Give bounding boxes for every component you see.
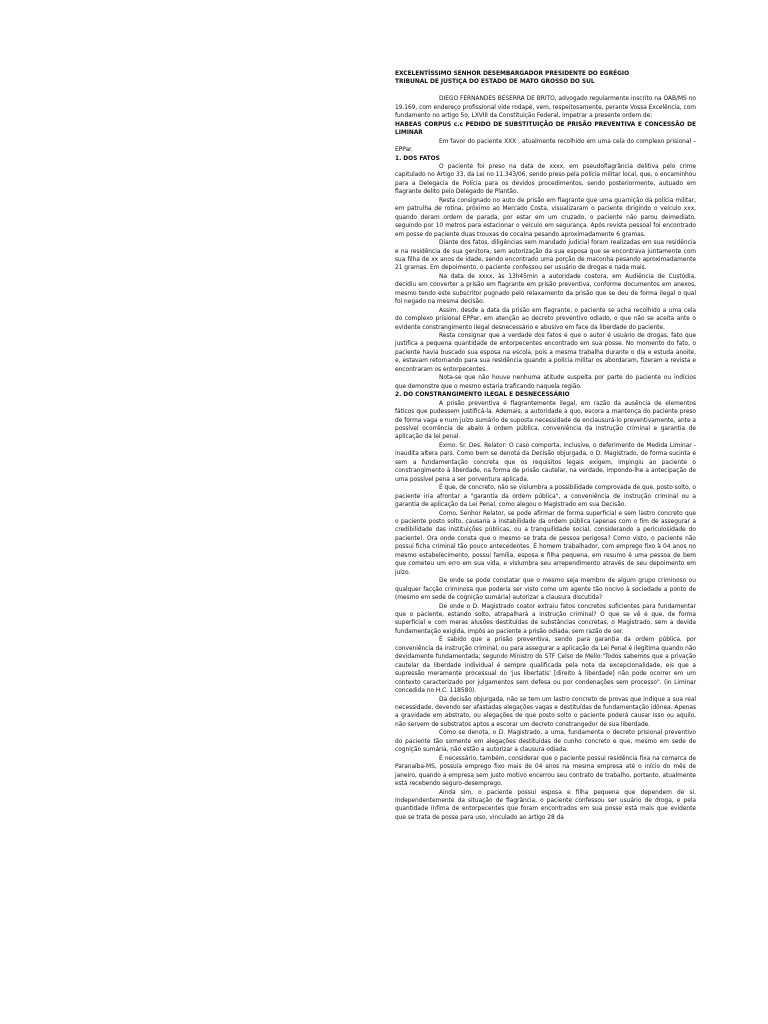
section-1-title: 1. DOS FATOS [395, 153, 440, 162]
section-2-paragraph: É necessário, também, considerar que o paciente possui residência fixa na comarca de Paranaíba-MS, possuía emprego fixo mais de 04 anos na mesma empresa até o início do mês de janeiro, quando a empresa sem justo motivo encerrou seu contrato de trabalho, portanto, atualmente está recebendo seguro-desemprego. [395, 753, 696, 788]
section-2-paragraph: Como, Senhor Relator, se pode afirmar de forma superficial e sem lastro concreto que o paciente posto solto, causaria a instabilidade da ordem pública (apenas com o fim de assegurar a credibilidade das instituições públicas, ou a tranquilidade social, considerando a periculosidade do paciente). Ora onde consta que o mesmo se trata de pessoa perigosa? Como visto, o paciente não possui ficha criminal tão pouco antecedentes. É homem trabalhador, com emprego fixo à 04 anos no mesmo estabelecimento, possui família, esposa e filha pequena, em resumo é uma pessoa de bem que cometeu um erro em sua vida, e vislumbra seu arrependimento através de seu depoimento em juízo. [395, 508, 696, 576]
section-2-body [395, 399, 696, 822]
petition-title: HABEAS CORPUS c.c PEDIDO DE SUBSTITUIÇÃO DE PRISÃO PREVENTIVA E CONCESSÃO DE LIMINAR [395, 119, 696, 137]
section-1-paragraph: Na data de xxxx, às 13h45min a autoridade coatora, em Audiência de Custódia, decidiu em converter a prisão em flagrante em prisão preventiva, conforme documentos em anexos, mesmo tendo este subscritor pugnado pelo relaxamento da prisão que se deu de forma ilegal o qual foi negado na mesma decisão. [395, 271, 696, 306]
section-1-paragraph: Resta consignar que a verdade dos fatos é que o autor é usuário de drogas, fato que justifica a pequena quantidade de entorpecentes encontrado em sua posse. No momento do fato, o paciente havia buscado sua esposa na escola, pois a mesma trabalha durante o dia e estuda anoite, e, estavam retornando para sua residência quando a polícia militar os abordaram, fizeram a revista e encontraram os entorpecentes. [395, 331, 696, 373]
section-2-paragraph: De onde se pode constatar que o mesmo seja membro de algum grupo criminoso ou qualquer facção criminosa que poderia ser visto como um agente tão nocivo à sociedade a ponto de (mesmo em sede de cognição sumária) autorizar a clausura discutida? [395, 576, 696, 602]
section-1-body [395, 162, 696, 390]
section-2-title: 2. DO CONSTRANGIMENTO ILEGAL E DESNECESSÁRIO [395, 390, 570, 399]
section-2-paragraph: De onde o D. Magistrado coator extraiu fatos concretos suficientes para fundamentar que o paciente, estando solto, atrapalhará a instrução criminal? O que se vê é que, de forma superficial e com meras alusões destituídas de substâncias concretas, o Magistrado, sem a devida fundamentação exigida, impôs ao paciente a prisão odiada, sem razão de ser. [395, 601, 696, 635]
section-1-paragraph: O paciente foi preso na data de xxxx, em pseudoflagrância delitiva pelo crime capitulado no Artigo 33, da Lei no 11.343/06, sendo preso pela polícia militar local, que, o encaminhou para a Delegacia de Polícia para os devidos procedimentos, sendo posteriormente, autuado em flagrante delito pelo Delegado de Plantão. [395, 161, 696, 196]
patient-paragraph: Em favor do paciente XXX , atualmente recolhido em uma cela do complexo prisional – EPPar. [395, 136, 696, 154]
intro-paragraph: DIEGO FERNANDES BESERRA DE BRITO, advogado regularmente inscrito na OAB/MS no 19.169, com endereço profissional vide rodapé, vem, respeitosamente, perante Vossa Excelência, com fundamento no artigo 5o, LXVIII da Constituição Federal, impetrar a presente ordem de: [395, 94, 696, 120]
section-2-paragraph: Como se denota, o D. Magistrado, a uma, fundamenta o decreto prisional preventivo do paciente tão somente em alegações destituídas de cunho concreto e que, mesmo em sede de cognição sumária, não estão a autorizar a clausura odiada. [395, 728, 696, 754]
section-2-paragraph: A prisão preventiva é flagrantemente ilegal, em razão da ausência de elementos fáticos que pudessem justificá-la. Ademais, a autoridade a quo, escora a mantença do paciente preso de forma vaga e num juízo sumário de suposta necessidade de enclausurá-lo preventivamente, ante a possível ocorrência de abalo à ordem pública, conveniência da instrução criminal e garantia de aplicação da lei penal. [395, 398, 696, 441]
section-1-paragraph: Assim, desde a data da prisão em flagrante, o paciente se acha recolhido a uma cela do complexo prisional EPPar, em atenção ao decreto preventivo odiado, o que não se aceita ante o evidente constrangimento ilegal desnecessário e abusivo em face da liberdade do paciente. [395, 305, 696, 331]
document-heading-line-1: EXCELENTÍSSIMO SENHOR DESEMBARGADOR PRESIDENTE DO EGRÉGIO [395, 69, 630, 77]
section-2-paragraph: Exmo. Sr. Des. Relator: O caso comporta, inclusive, o deferimento de Medida Liminar - inaudita altera pars. Como bem se denota da Decisão objurgada, o D. Magistrado, de forma sucinta e sem a fundamentação concreta que os requisitos legais exigem, impingiu ao paciente o constrangimento à liberdade, na forma de prisão cautelar, na verdade, impondo-lhe a antecipação de uma possível pena a ser porventura aplicada. [395, 440, 696, 483]
heading-spacer [395, 86, 696, 94]
section-2-paragraph: É que, de concreto, não se vislumbra a possibilidade comprovada de que, posto solto, o paciente iria afrontar a "garantia da ordem pública", a conveniência de instrução criminal ou a garantia de aplicação da Lei Penal, como alegou o Magistrado em sua Decisão. [395, 483, 696, 509]
section-1-paragraph: Diante dos fatos, diligências sem mandado judicial foram realizadas em sua residência e na residência de sua genitora, sem autorização da sua esposa que se encontrava juntamente com sua filha de xx anos de idade, sendo encontrado uma porção de maconha pesando aproximadamente 21 gramas. Em depoimento, o paciente confessou ser usuário de drogas e nada mais. [395, 238, 696, 272]
section-2-paragraph: Ainda sim, o paciente possui esposa e filha pequena que dependem de si. Independentemente da situação de flagrância, o paciente confessou ser usuário de droga, e pela quantidade ínfima de entorpecentes que foram encontrados em sua posse está mais que evidente que se trata de posse para uso, vinculado ao artigo 28 da [395, 787, 696, 821]
section-1-paragraph: Resta consignado no auto de prisão em flagrante que uma guarnição da polícia militar, em patrulha de rotina, próximo ao Mercado Costa, visualizaram o paciente dirigindo o veículo xxx, quando deram ordem de parada, por estar em um cruzado, o paciente não parou deimediato, seguindo por 10 metros para estacionar o veículo em segurança. Após revista pessoal foi encontrado em posse do paciente duas trouxas de cocaína pesando aproximadamente 6 gramas. [395, 195, 696, 238]
section-2-paragraph: Da decisão objurgada, não se tem um lastro concreto de provas que indique a sua real necessidade, devendo ser afastadas alegações vagas e destituídas de fundamentação idônea. Apenas a gravidade em abstrato, ou alegações de que posto solto o paciente poderá causar isso ou aquilo, não servem de substratos aptos a escorar um decreto constrangedor de sua liberdade. [395, 694, 696, 728]
section-2-paragraph: É sabido que a prisão preventiva, sendo para garantia da ordem pública, por conveniência da instrução criminal, ou para assegurar a aplicação da Lei Penal é ilegítima quando não devidamente fundamentada; segundo Ministro do STF Celso de Mello:"Todos sabemos que a privação cautelar da liberdade individual é sempre qualificada pela nota da excepcionalidade, eis que a supressão meramente processual do 'jus libertatis' [direito à liberdade] não pode ocorrer em um contexto caracterizado por julgamentos sem defesa ou por condenações sem processo". (in Liminar concedida no H.C. 118580). [395, 635, 696, 695]
section-1-paragraph: Nota-se que não houve nenhuma atitude suspeita por parte do paciente ou indícios que demonstre que o mesmo estaria traficando naquela região. [395, 373, 696, 390]
document-page [395, 69, 696, 821]
document-heading-line-2: TRIBUNAL DE JUSTIÇA DO ESTADO DE MATO GROSSO DO SUL [395, 77, 595, 86]
